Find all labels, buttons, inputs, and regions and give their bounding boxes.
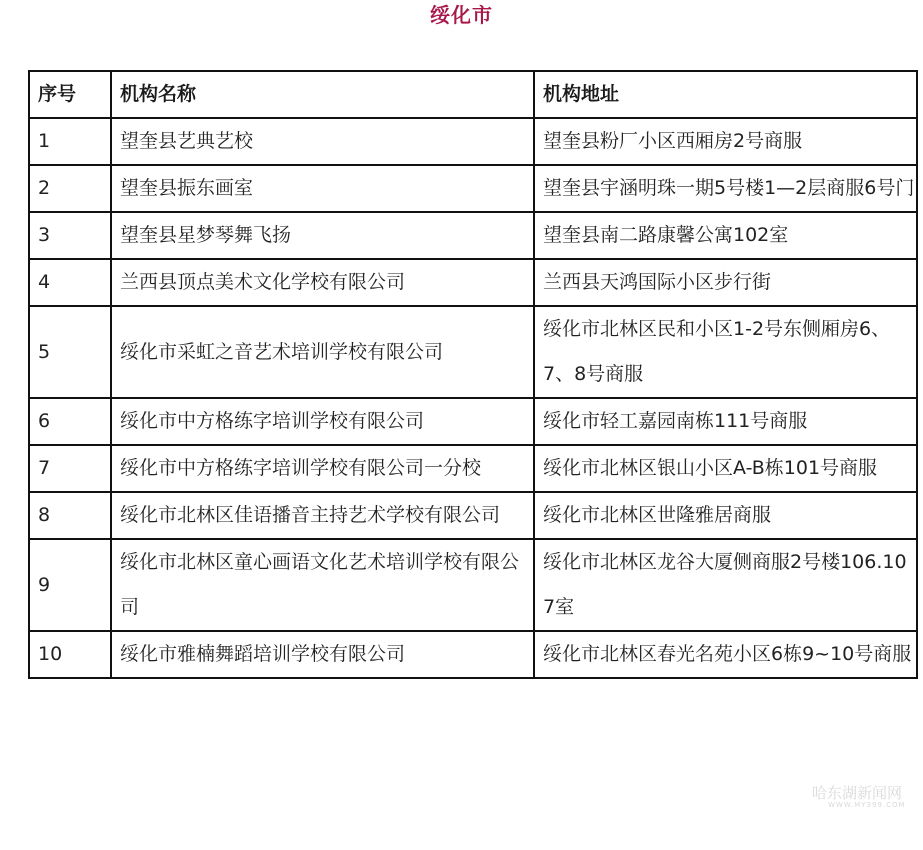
cell-address: 望奎县南二路康馨公寓102室 — [534, 212, 917, 259]
institution-table — [28, 70, 918, 679]
cell-address: 绥化市北林区世隆雅居商服 — [534, 492, 917, 539]
cell-name: 绥化市北林区童心画语文化艺术培训学校有限公司 — [111, 539, 534, 631]
table-row — [29, 306, 917, 398]
cell-name: 兰西县顶点美术文化学校有限公司 — [111, 259, 534, 306]
table-row — [29, 492, 917, 539]
cell-index: 2 — [29, 165, 111, 212]
cell-address: 绥化市轻工嘉园南栋111号商服 — [534, 398, 917, 445]
table-row — [29, 631, 917, 678]
cell-index: 1 — [29, 118, 111, 165]
cell-address: 望奎县粉厂小区西厢房2号商服 — [534, 118, 917, 165]
cell-index: 6 — [29, 398, 111, 445]
cell-name: 绥化市雅楠舞蹈培训学校有限公司 — [111, 631, 534, 678]
cell-name: 绥化市采虹之音艺术培训学校有限公司 — [111, 306, 534, 398]
cell-index: 10 — [29, 631, 111, 678]
table-row — [29, 398, 917, 445]
cell-address: 望奎县宇涵明珠一期5号楼1—2层商服6号门 — [534, 165, 917, 212]
table-row — [29, 445, 917, 492]
watermark — [812, 782, 906, 809]
cell-address: 绥化市北林区银山小区A-B栋101号商服 — [534, 445, 917, 492]
cell-address: 绥化市北林区龙谷大厦侧商服2号楼106.107室 — [534, 539, 917, 631]
cell-address: 绥化市北林区春光名苑小区6栋9~10号商服 — [534, 631, 917, 678]
cell-index: 4 — [29, 259, 111, 306]
table-row — [29, 259, 917, 306]
cell-index: 5 — [29, 306, 111, 398]
cell-index: 3 — [29, 212, 111, 259]
header-address: 机构地址 — [534, 71, 917, 118]
table-header-row — [29, 71, 917, 118]
table-row — [29, 539, 917, 631]
cell-address: 兰西县天鸿国际小区步行街 — [534, 259, 917, 306]
cell-index: 8 — [29, 492, 111, 539]
cell-name: 望奎县星梦琴舞飞扬 — [111, 212, 534, 259]
cell-index: 7 — [29, 445, 111, 492]
table-row — [29, 165, 917, 212]
table-row — [29, 212, 917, 259]
watermark-subtext: WWW.MY399.COM — [828, 801, 906, 809]
header-name: 机构名称 — [111, 71, 534, 118]
cell-name: 绥化市中方格练字培训学校有限公司一分校 — [111, 445, 534, 492]
table-row — [29, 118, 917, 165]
cell-name: 绥化市北林区佳语播音主持艺术学校有限公司 — [111, 492, 534, 539]
cell-name: 望奎县振东画室 — [111, 165, 534, 212]
cell-index: 9 — [29, 539, 111, 631]
header-index: 序号 — [29, 71, 111, 118]
cell-address: 绥化市北林区民和小区1-2号东侧厢房6、7、8号商服 — [534, 306, 917, 398]
cell-name: 绥化市中方格练字培训学校有限公司 — [111, 398, 534, 445]
page-title: 绥化市 — [430, 3, 493, 27]
cell-name: 望奎县艺典艺校 — [111, 118, 534, 165]
watermark-text: 哈东湖新闻网 — [812, 784, 903, 802]
